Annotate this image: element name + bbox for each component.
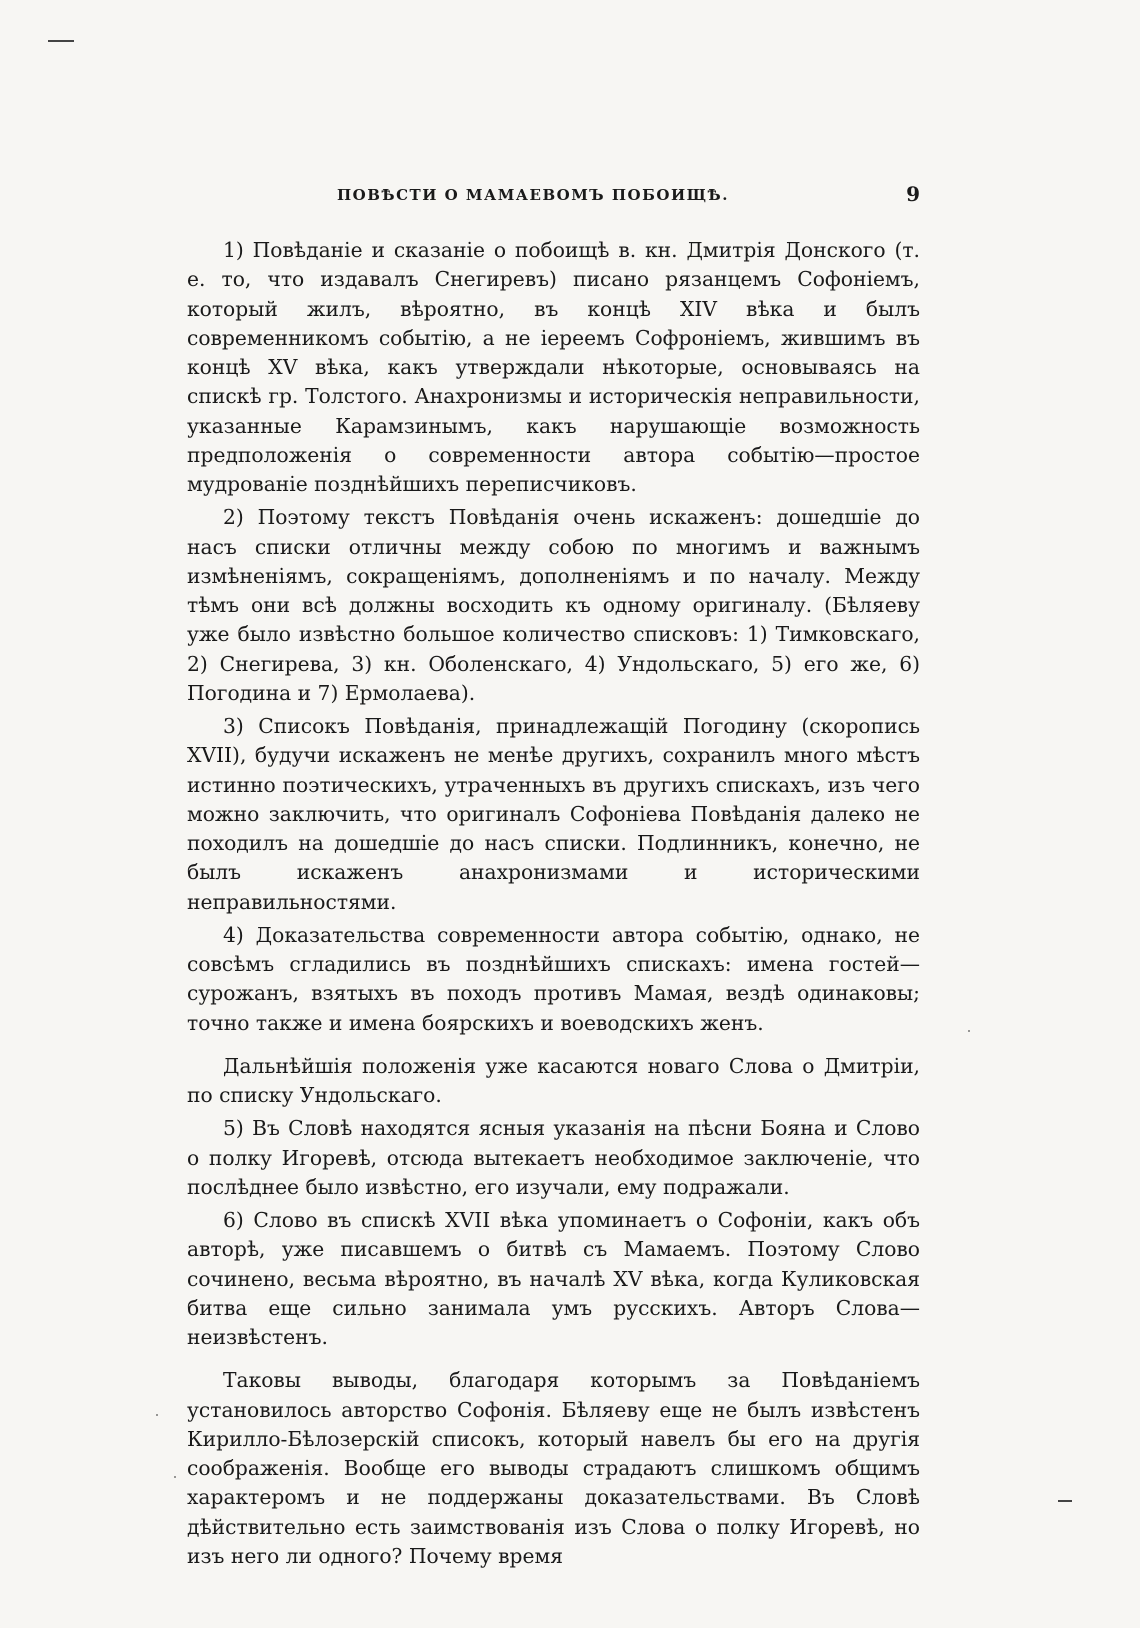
paragraph: 2) Поэтому текстъ Повѣданія очень искаженъ: дошедшіе до насъ списки отличны между собою по многимъ и важнымъ измѣненіямъ, сокращеніямъ, дополненіямъ и по началу. Между тѣмъ они всѣ должны восходить къ одному оригиналу. (Бѣляеву уже было извѣстно большое количество списковъ: 1) Тимковскаго, 2) Снегирева, 3) кн. Оболенскаго, 4) Ундольскаго, 5) его же, 6) Погодина и 7) Ермолаева). bbox=[187, 505, 920, 705]
page-header bbox=[188, 182, 920, 216]
body-text bbox=[187, 236, 920, 1575]
paragraph: 3) Списокъ Повѣданія, принадлежащій Погодину (скоропись XVII), будучи искаженъ не менѣе другихъ, сохранилъ много мѣстъ истинно поэтическихъ, утраченныхъ въ другихъ спискахъ, изъ чего можно заключить, что оригиналъ Софоніева Повѣданія далеко не походилъ на дошедшіе до насъ списки. Подлинникъ, конечно, не былъ искаженъ анахронизмами и историческими неправильностями. bbox=[187, 714, 920, 914]
scan-mark bbox=[1058, 1500, 1072, 1502]
paragraph: Таковы выводы, благодаря которымъ за Повѣданіемъ установилось авторство Софонія. Бѣляеву еще не былъ извѣстенъ Кирилло-Бѣлозерскій списокъ, который навелъ бы его на другія соображенія. Вообще его выводы страдаютъ слишкомъ общимъ характеромъ и не поддержаны доказательствами. Въ Словѣ дѣйствительно есть заимствованія изъ Слова о полку Игоревѣ, но изъ него ли одного? Почему время bbox=[187, 1368, 920, 1568]
paragraph: 5) Въ Словѣ находятся ясныя указанія на пѣсни Бояна и Слово о полку Игоревѣ, отсюда вытекаетъ необходимое заключеніе, что послѣднее было извѣстно, его изучали, ему подражали. bbox=[187, 1116, 920, 1199]
paragraph: Дальнѣйшія положенія уже касаются новаго Слова о Дмитріи, по списку Ундольскаго. bbox=[187, 1053, 920, 1107]
paragraph: 4) Доказательства современности автора событію, однако, не совсѣмъ сгладились въ позднѣйшихъ спискахъ: имена гостей—сурожанъ, взятыхъ въ походъ противъ Мамая, вездѣ одинаковы; точно также и имена боярскихъ и воеводскихъ женъ. bbox=[187, 922, 920, 1035]
paragraph: 6) Слово въ спискѣ XVII вѣка упоминаетъ о Софоніи, какъ объ авторѣ, уже писавшемъ о битвѣ съ Мамаемъ. Поэтому Слово сочинено, весьма вѣроятно, въ началѣ XV вѣка, когда Куликовская битва еще сильно занимала умъ русскихъ. Авторъ Слова—неизвѣстенъ. bbox=[187, 1208, 920, 1349]
scan-speck bbox=[968, 1030, 970, 1032]
running-title: ПОВѢСТИ О МАМАЕВОМЪ ПОБОИЩѢ. bbox=[336, 186, 729, 204]
scan-mark bbox=[48, 40, 74, 42]
page-number: 9 bbox=[906, 182, 920, 206]
scan-speck bbox=[156, 1414, 158, 1416]
paragraph: 1) Повѣданіе и сказаніе о побоищѣ в. кн. Дмитрія Донского (т. е. то, что издавалъ Снегиревъ) писано рязанцемъ Софоніемъ, который жилъ, вѣроятно, въ концѣ XIV вѣка и былъ современникомъ событію, а не іереемъ Софроніемъ, жившимъ въ концѣ XV вѣка, какъ утверждали нѣкоторые, основываясь на спискѣ гр. Толстого. Анахронизмы и историческія неправильности, указанные Карамзинымъ, какъ нарушающіе возможность предположенія о современности автора событію—простое мудрованіе позднѣйшихъ переписчиковъ. bbox=[187, 238, 920, 496]
scan-speck bbox=[174, 1476, 176, 1478]
